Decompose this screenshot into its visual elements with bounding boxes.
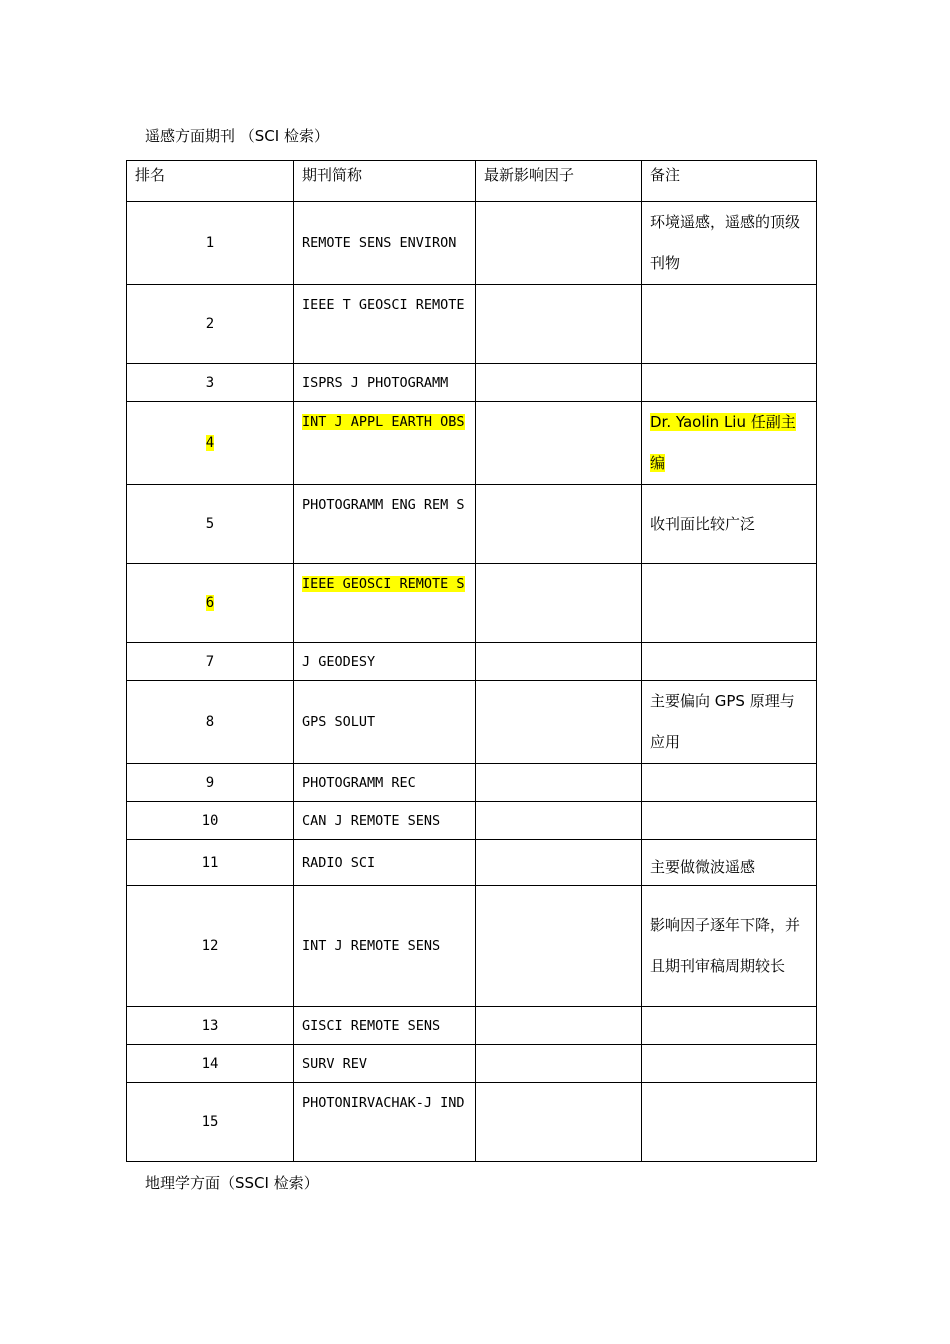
impact-cell — [476, 285, 642, 364]
table-row — [127, 1007, 817, 1045]
journal-table — [126, 160, 817, 1162]
note-cell — [642, 564, 817, 643]
table-row — [127, 564, 817, 643]
abbreviation-cell: REMOTE SENS ENVIRON — [294, 202, 476, 285]
impact-cell — [476, 643, 642, 681]
table-row — [127, 364, 817, 402]
rank-cell — [127, 402, 294, 485]
impact-cell — [476, 802, 642, 840]
header-notes: 备注 — [642, 161, 817, 202]
rank-cell: 5 — [127, 485, 294, 564]
impact-cell — [476, 485, 642, 564]
rank-cell: 2 — [127, 285, 294, 364]
abbreviation-cell: INT J REMOTE SENS — [294, 886, 476, 1007]
abbreviation-cell: J GEODESY — [294, 643, 476, 681]
table-row — [127, 285, 817, 364]
note-cell — [642, 1045, 817, 1083]
section-heading-geography: 地理学方面（SSCI 检索） — [145, 1174, 319, 1192]
abbreviation-cell: CAN J REMOTE SENS — [294, 802, 476, 840]
rank-cell: 15 — [127, 1083, 294, 1162]
rank-cell: 13 — [127, 1007, 294, 1045]
rank-cell: 3 — [127, 364, 294, 402]
impact-cell — [476, 886, 642, 1007]
note-cell — [642, 643, 817, 681]
table-row — [127, 485, 817, 564]
table-header-row — [127, 161, 817, 202]
table-row — [127, 402, 817, 485]
highlighted-abbreviation: IEEE GEOSCI REMOTE S — [302, 576, 465, 592]
note-cell: 影响因子逐年下降，并且期刊审稿周期较长 — [642, 886, 817, 1007]
abbreviation-cell — [294, 564, 476, 643]
rank-cell: 9 — [127, 764, 294, 802]
header-impact-factor: 最新影响因子 — [476, 161, 642, 202]
impact-cell — [476, 764, 642, 802]
header-rank: 排名 — [127, 161, 294, 202]
impact-cell — [476, 681, 642, 764]
note-cell — [642, 802, 817, 840]
note-cell — [642, 285, 817, 364]
note-cell — [642, 364, 817, 402]
table-row — [127, 202, 817, 285]
table-row — [127, 681, 817, 764]
table-row — [127, 840, 817, 886]
abbreviation-cell: PHOTONIRVACHAK-J IND — [294, 1083, 476, 1162]
rank-cell: 8 — [127, 681, 294, 764]
impact-cell — [476, 1083, 642, 1162]
table-row — [127, 886, 817, 1007]
note-cell: 主要偏向 GPS 原理与应用 — [642, 681, 817, 764]
rank-cell: 11 — [127, 840, 294, 886]
impact-cell — [476, 1007, 642, 1045]
impact-cell — [476, 402, 642, 485]
note-cell — [642, 1007, 817, 1045]
table-row — [127, 802, 817, 840]
header-abbreviation: 期刊简称 — [294, 161, 476, 202]
impact-cell — [476, 1045, 642, 1083]
rank-cell: 12 — [127, 886, 294, 1007]
abbreviation-cell: RADIO SCI — [294, 840, 476, 886]
table-row — [127, 643, 817, 681]
impact-cell — [476, 564, 642, 643]
abbreviation-cell: PHOTOGRAMM ENG REM S — [294, 485, 476, 564]
rank-cell: 14 — [127, 1045, 294, 1083]
abbreviation-cell — [294, 402, 476, 485]
rank-cell: 1 — [127, 202, 294, 285]
highlighted-abbreviation: INT J APPL EARTH OBS — [302, 414, 465, 430]
abbreviation-cell: GISCI REMOTE SENS — [294, 1007, 476, 1045]
rank-cell — [127, 564, 294, 643]
note-cell: 收刊面比较广泛 — [642, 485, 817, 564]
note-cell: 主要做微波遥感 — [642, 840, 817, 886]
highlighted-note: Dr. Yaolin Liu 任副主编 — [650, 413, 796, 472]
abbreviation-cell: SURV REV — [294, 1045, 476, 1083]
section-heading-remote-sensing: 遥感方面期刊 （SCI 检索） — [145, 127, 329, 145]
impact-cell — [476, 840, 642, 886]
abbreviation-cell: IEEE T GEOSCI REMOTE — [294, 285, 476, 364]
note-cell — [642, 402, 817, 485]
abbreviation-cell: GPS SOLUT — [294, 681, 476, 764]
impact-cell — [476, 202, 642, 285]
table-row — [127, 1083, 817, 1162]
table-row — [127, 764, 817, 802]
impact-cell — [476, 364, 642, 402]
abbreviation-cell: PHOTOGRAMM REC — [294, 764, 476, 802]
note-cell — [642, 1083, 817, 1162]
rank-cell: 7 — [127, 643, 294, 681]
rank-cell: 10 — [127, 802, 294, 840]
table-row — [127, 1045, 817, 1083]
note-cell: 环境遥感，遥感的顶级刊物 — [642, 202, 817, 285]
highlighted-rank: 4 — [205, 435, 215, 451]
abbreviation-cell: ISPRS J PHOTOGRAMM — [294, 364, 476, 402]
highlighted-rank: 6 — [205, 595, 215, 611]
note-cell — [642, 764, 817, 802]
